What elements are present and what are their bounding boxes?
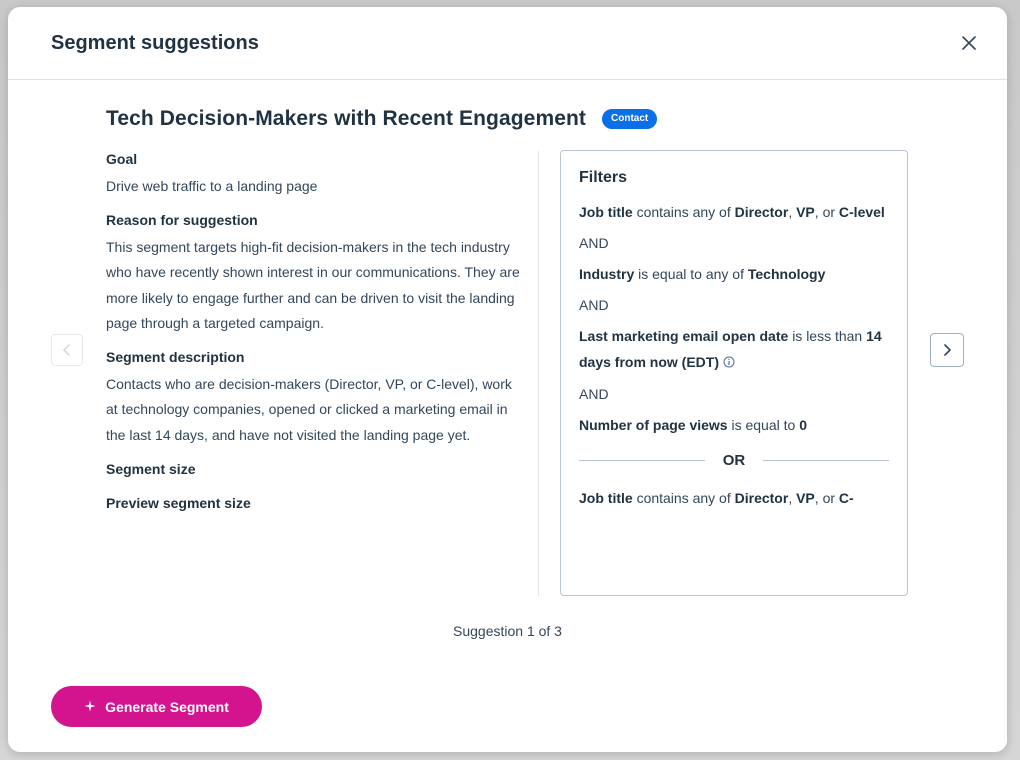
filter-industry: Industry is equal to any of Technology	[579, 266, 826, 282]
previous-suggestion-button[interactable]	[51, 334, 83, 366]
segment-title-row	[106, 107, 657, 131]
description-text: Contacts who are decision-makers (Director, VP, or C-level), work at technology companies, opened or clicked a marketing email in the last 14 days, and have not visited the landing page yet.	[106, 375, 512, 443]
object-type-badge: Contact	[602, 109, 657, 129]
generate-segment-button[interactable]	[51, 686, 262, 727]
description-label: Segment description	[106, 348, 245, 365]
goal-text: Drive web traffic to a landing page	[106, 178, 318, 194]
filter-job-title-2: Job title contains any of Director, VP, or C-	[579, 490, 854, 507]
close-button[interactable]	[957, 31, 981, 55]
or-label: OR	[722, 452, 746, 470]
and-operator: AND	[579, 297, 609, 313]
filter-page-views: Number of page views is equal to 0	[579, 417, 807, 434]
filters-title: Filters	[579, 169, 628, 186]
filter-email-open-date: Last marketing email open date is less than 14 days from now (EDT)	[579, 323, 889, 376]
or-divider-line	[579, 460, 705, 461]
info-icon[interactable]	[723, 350, 735, 376]
reason-text: This segment targets high-fit decision-makers in the tech industry who have recently shown interest in our communications. They are more likely to engage further and can be driven to visit the landing page through a targeted campaign.	[106, 238, 520, 331]
suggestion-details	[106, 151, 521, 513]
reason-label: Reason for suggestion	[106, 211, 258, 228]
segment-title: Tech Decision-Makers with Recent Engagement	[106, 107, 587, 130]
next-suggestion-button[interactable]	[930, 333, 964, 367]
modal-title: Segment suggestions	[51, 32, 259, 54]
or-divider-line	[763, 460, 889, 461]
segment-suggestions-modal	[8, 7, 1007, 752]
suggestion-pager: Suggestion 1 of 3	[453, 623, 562, 639]
filter-job-title: Job title contains any of Director, VP, or C-level	[579, 204, 885, 220]
close-icon	[962, 36, 976, 50]
sparkle-icon	[84, 699, 96, 715]
preview-segment-size-link[interactable]: Preview segment size	[106, 495, 251, 511]
goal-label: Goal	[106, 151, 138, 167]
generate-segment-label: Generate Segment	[105, 698, 229, 715]
chevron-left-icon	[62, 344, 72, 356]
column-divider	[538, 151, 539, 596]
filters-panel	[560, 150, 908, 596]
segment-size-label: Segment size	[106, 461, 196, 477]
and-operator: AND	[579, 235, 609, 251]
and-operator: AND	[579, 386, 609, 403]
or-divider	[579, 452, 889, 469]
modal-header	[8, 7, 1007, 80]
chevron-right-icon	[942, 344, 952, 356]
